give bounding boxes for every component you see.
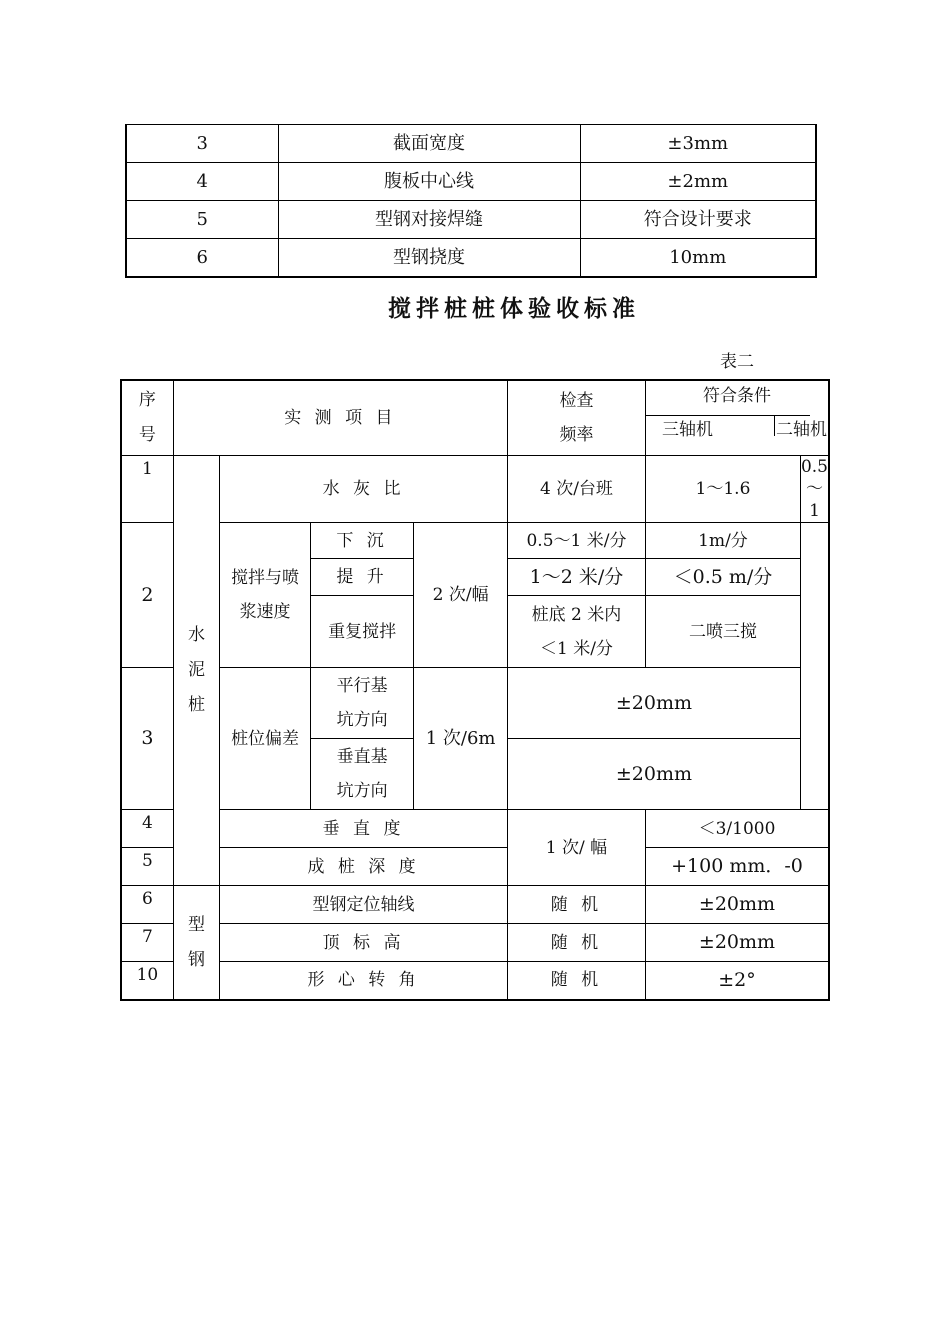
header-row: [121, 380, 829, 456]
row-item: 桩位偏差: [220, 668, 311, 810]
row-value: ±2mm: [580, 163, 816, 201]
header-divider: [646, 415, 810, 416]
row-number: 10: [121, 962, 173, 1000]
row-item: 垂 直 度: [220, 810, 508, 848]
row-number: 2: [121, 523, 173, 668]
header-seq: 序 号: [121, 380, 173, 456]
condition-value: ＜3/1000: [646, 810, 830, 848]
row-item: 型钢对接焊缝: [278, 201, 580, 239]
condition-value: ±20mm: [507, 739, 800, 810]
row-number: 5: [121, 848, 173, 886]
table-row: [126, 125, 816, 163]
group-cement-pile: 水 泥 桩: [173, 456, 219, 886]
two-axis-value: 1m/分: [646, 523, 801, 559]
sub-item: 垂直基 坑方向: [310, 739, 413, 810]
table-row: [121, 886, 829, 924]
three-axis-value: 1～2 米/分: [507, 559, 645, 596]
sub-item: 下 沉: [310, 523, 413, 559]
table-row: [126, 201, 816, 239]
row-frequency: 随 机: [507, 886, 645, 924]
row-frequency: 随 机: [507, 924, 645, 962]
row-item: 水 灰 比: [220, 456, 508, 523]
row-item: 搅拌与喷 浆速度: [220, 523, 311, 668]
three-axis-value: 桩底 2 米内 ＜1 米/分: [507, 596, 645, 668]
header-subdivider: [774, 416, 775, 436]
table-row: [121, 668, 829, 739]
row-number: 6: [126, 239, 278, 278]
row-value: ±3mm: [580, 125, 816, 163]
row-item: 顶 标 高: [220, 924, 508, 962]
condition-value: ±20mm: [507, 668, 800, 739]
two-axis-value: ＜0.5 m/分: [646, 559, 801, 596]
row-number: 7: [121, 924, 173, 962]
row-number: 3: [126, 125, 278, 163]
header-two-axis: 二轴机: [776, 420, 827, 440]
row-number: 4: [121, 810, 173, 848]
table-row: [121, 456, 829, 523]
header-conditions: [646, 380, 830, 456]
row-item: 型钢定位轴线: [220, 886, 508, 924]
condition-value: ±20mm: [646, 886, 830, 924]
group-steel: 型 钢: [173, 886, 219, 1000]
condition-value: +100 mm．-0: [646, 848, 830, 886]
row-item: 腹板中心线: [278, 163, 580, 201]
row-frequency: 1 次/6m: [414, 668, 508, 810]
header-frequency: 检查 频率: [507, 380, 645, 456]
three-axis-value: 1～1.6: [646, 456, 801, 523]
table-row: [121, 523, 829, 559]
pile-acceptance-table: [120, 379, 830, 1001]
row-value: 10mm: [580, 239, 816, 278]
header-three-axis: 三轴机: [662, 420, 713, 440]
row-frequency: 随 机: [507, 962, 645, 1000]
row-number: 6: [121, 886, 173, 924]
row-frequency: 2 次/幅: [414, 523, 508, 668]
table-row: [121, 848, 829, 886]
table-row: [126, 163, 816, 201]
header-cond-label: 符合条件: [703, 386, 771, 406]
row-frequency: 1 次/ 幅: [507, 810, 645, 886]
header-item: 实 测 项 目: [173, 380, 507, 456]
row-number: 5: [126, 201, 278, 239]
row-value: 符合设计要求: [580, 201, 816, 239]
table-row: [126, 239, 816, 278]
table-row: [121, 962, 829, 1000]
section-title: 搅拌桩桩体验收标准: [388, 295, 640, 322]
table-row: [121, 810, 829, 848]
row-number: 3: [121, 668, 173, 810]
three-axis-value: 0.5～1 米/分: [507, 523, 645, 559]
row-item: 截面宽度: [278, 125, 580, 163]
sub-item: 重复搅拌: [310, 596, 413, 668]
table-row: [121, 924, 829, 962]
tolerance-table-continued: [125, 124, 817, 278]
condition-value: ±20mm: [646, 924, 830, 962]
table-label: 表二: [720, 352, 754, 372]
row-frequency: 4 次/台班: [507, 456, 645, 523]
row-item: 成 桩 深 度: [220, 848, 508, 886]
sub-item: 提 升: [310, 559, 413, 596]
row-item: 型钢挠度: [278, 239, 580, 278]
condition-value: ±2°: [646, 962, 830, 1000]
two-axis-value: 二喷三搅: [646, 596, 801, 668]
row-number: 4: [126, 163, 278, 201]
sub-item: 平行基 坑方向: [310, 668, 413, 739]
row-number: 1: [121, 456, 173, 523]
row-item: 形 心 转 角: [220, 962, 508, 1000]
two-axis-value: 0.5～1: [800, 457, 828, 522]
